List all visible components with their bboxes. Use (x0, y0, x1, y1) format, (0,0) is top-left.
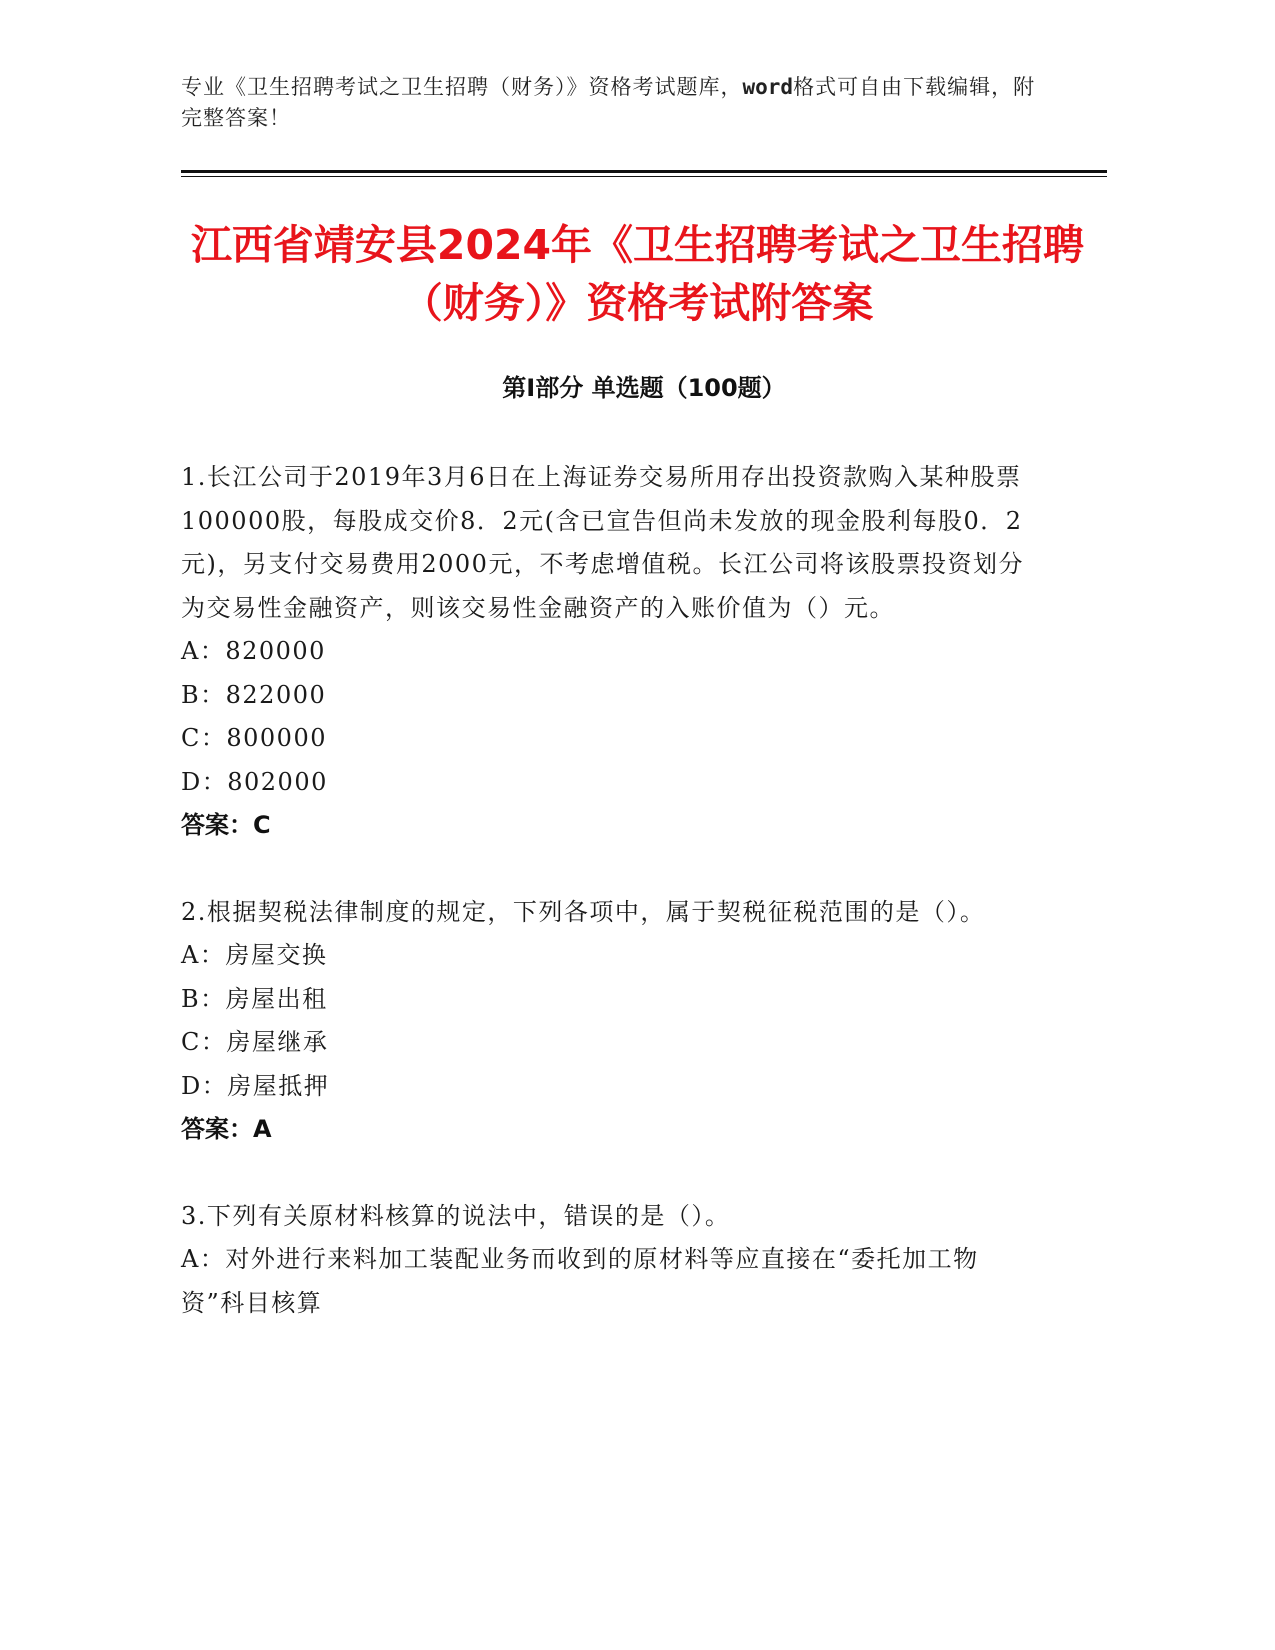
section-title: 第Ⅰ部分 单选题（100题） (502, 374, 786, 402)
option-c: C：房屋继承 (181, 1028, 329, 1056)
header-note-text-2: 格式可自由下载编辑，附完整答案！ (181, 75, 1036, 130)
question-spacer (181, 848, 1031, 891)
answer: 答案：A (181, 1115, 272, 1143)
header-note-word: word (742, 75, 794, 99)
option-a: A：820000 (181, 637, 326, 665)
header-rule-thin (181, 176, 1107, 177)
document-title: 江西省靖安县2024年《卫生招聘考试之卫生招聘（财务）》资格考试附答案 (190, 221, 1085, 327)
header-rule-thick (181, 170, 1107, 173)
question-spacer (181, 1152, 1031, 1195)
header-note (181, 72, 1051, 134)
answer: 答案：C (181, 811, 271, 839)
question-block (181, 456, 1031, 848)
option-a: A：房屋交换 (181, 941, 328, 969)
question-block (181, 1195, 1031, 1326)
question-stem: 1.长江公司于2019年3月6日在上海证券交易所用存出投资款购入某种股票100000股，每股成交价8．2元(含已宣告但尚未发放的现金股利每股0．2元)，另支付交易费用2000元，不考虑增值税。长江公司将该股票投资划分为交易性金融资产，则该交易性金融资产的入账价值为（）元。 (181, 463, 1024, 622)
questions-list (181, 456, 1031, 1325)
option-a: A：对外进行来料加工装配业务而收到的原材料等应直接在“委托加工物资”科目核算 (181, 1245, 979, 1317)
header-note-text-1: 专业《卫生招聘考试之卫生招聘（财务）》资格考试题库， (181, 75, 743, 99)
option-b: B：822000 (181, 680, 327, 709)
option-c: C：800000 (181, 724, 327, 752)
question-stem: 2.根据契税法律制度的规定，下列各项中，属于契税征税范围的是（）。 (181, 897, 986, 926)
option-d: D：802000 (181, 767, 328, 796)
option-b: B：房屋出租 (181, 984, 328, 1013)
option-d: D：房屋抵押 (181, 1071, 330, 1100)
question-block (181, 891, 1031, 1152)
question-stem: 3.下列有关原材料核算的说法中，错误的是（）。 (181, 1201, 731, 1230)
